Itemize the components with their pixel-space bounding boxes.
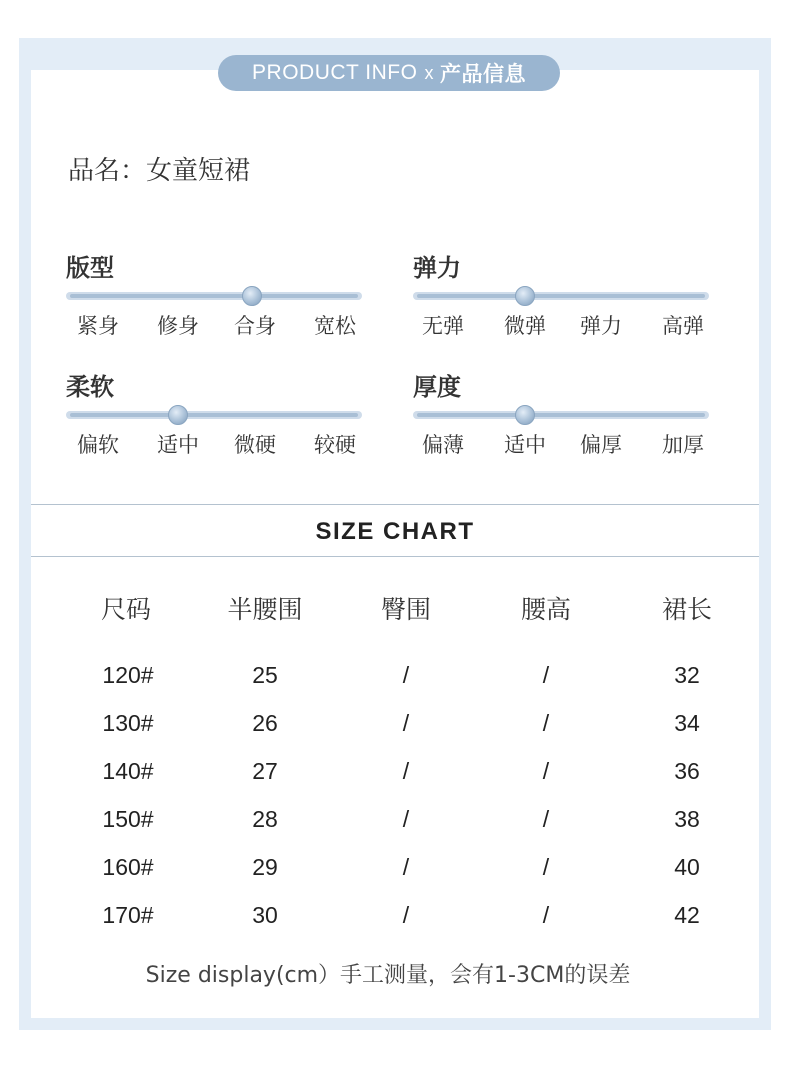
column-header: 裙长 <box>661 595 713 624</box>
banner-english: PRODUCT INFO <box>252 61 418 84</box>
level-label: 合身 <box>234 314 276 338</box>
column-header: 尺码 <box>100 595 152 624</box>
table-cell: 25 <box>252 662 278 688</box>
attr-scale-knob <box>515 286 535 306</box>
column-header: 臀围 <box>380 595 432 624</box>
attr-title: 厚度 <box>413 373 461 401</box>
attr-title: 柔软 <box>66 373 114 401</box>
level-label: 修身 <box>157 314 199 338</box>
level-label: 偏厚 <box>580 433 622 457</box>
level-label: 偏软 <box>77 433 119 457</box>
attr-elasticity <box>413 252 713 340</box>
attr-title: 弹力 <box>413 254 461 282</box>
level-label: 宽松 <box>314 314 356 338</box>
attr-softness <box>66 371 366 459</box>
attr-scale-knob <box>515 405 535 425</box>
level-label: 微硬 <box>234 433 276 457</box>
attr-scale-track <box>413 411 709 419</box>
attr-levels <box>66 310 366 340</box>
table-cell: 170# <box>102 902 154 928</box>
column-header: 半腰围 <box>227 595 303 624</box>
attr-scale-track <box>413 292 709 300</box>
attr-levels <box>413 310 713 340</box>
table-cell: / <box>402 710 410 736</box>
level-label: 微弹 <box>504 314 546 338</box>
level-label: 无弹 <box>422 314 464 338</box>
table-cell: / <box>402 854 410 880</box>
table-cell: 140# <box>102 758 154 784</box>
attr-scale-track <box>66 292 362 300</box>
product-info-banner <box>218 55 560 91</box>
table-cell: / <box>542 710 550 736</box>
attr-title: 版型 <box>66 254 114 282</box>
table-cell: 160# <box>102 854 154 880</box>
table-cell: 36 <box>674 758 700 784</box>
table-cell: 27 <box>252 758 278 784</box>
table-cell: 38 <box>674 806 700 832</box>
banner-chinese: 产品信息 <box>439 62 526 86</box>
attr-scale-track <box>66 411 362 419</box>
table-cell: / <box>402 662 410 688</box>
column-header: 腰高 <box>520 595 572 624</box>
level-label: 适中 <box>504 433 546 457</box>
attr-levels <box>413 429 713 459</box>
attr-fit <box>66 252 366 340</box>
level-label: 高弹 <box>662 314 704 338</box>
table-cell: 40 <box>674 854 700 880</box>
level-label: 较硬 <box>314 433 356 457</box>
banner-separator: x <box>424 62 434 83</box>
level-label: 适中 <box>157 433 199 457</box>
table-cell: 26 <box>252 710 278 736</box>
table-cell: / <box>542 902 550 928</box>
table-cell: / <box>402 902 410 928</box>
level-label: 紧身 <box>77 314 119 338</box>
level-label: 偏薄 <box>422 433 464 457</box>
size-chart-title: SIZE CHART <box>315 518 475 545</box>
table-cell: / <box>542 854 550 880</box>
attr-thickness <box>413 371 713 459</box>
level-label: 加厚 <box>662 433 704 457</box>
table-cell: 130# <box>102 710 154 736</box>
attr-levels <box>66 429 366 459</box>
table-cell: / <box>402 758 410 784</box>
table-cell: 120# <box>102 662 154 688</box>
divider-bottom <box>31 556 759 557</box>
divider-top <box>31 504 759 505</box>
table-cell: 28 <box>252 806 278 832</box>
table-cell: 29 <box>252 854 278 880</box>
table-cell: 150# <box>102 806 154 832</box>
product-name: 品名：女童短裙 <box>68 156 251 186</box>
table-cell: 34 <box>674 710 700 736</box>
attr-scale-knob <box>242 286 262 306</box>
level-label: 弹力 <box>580 314 622 338</box>
table-cell: / <box>402 806 410 832</box>
table-cell: / <box>542 662 550 688</box>
attr-scale-knob <box>168 405 188 425</box>
table-cell: 32 <box>674 662 700 688</box>
table-cell: / <box>542 758 550 784</box>
table-cell: 30 <box>252 902 278 928</box>
table-cell: / <box>542 806 550 832</box>
measurement-note: Size display(cm）手工测量，会有1-3CM的误差 <box>145 963 631 988</box>
table-cell: 42 <box>674 902 700 928</box>
